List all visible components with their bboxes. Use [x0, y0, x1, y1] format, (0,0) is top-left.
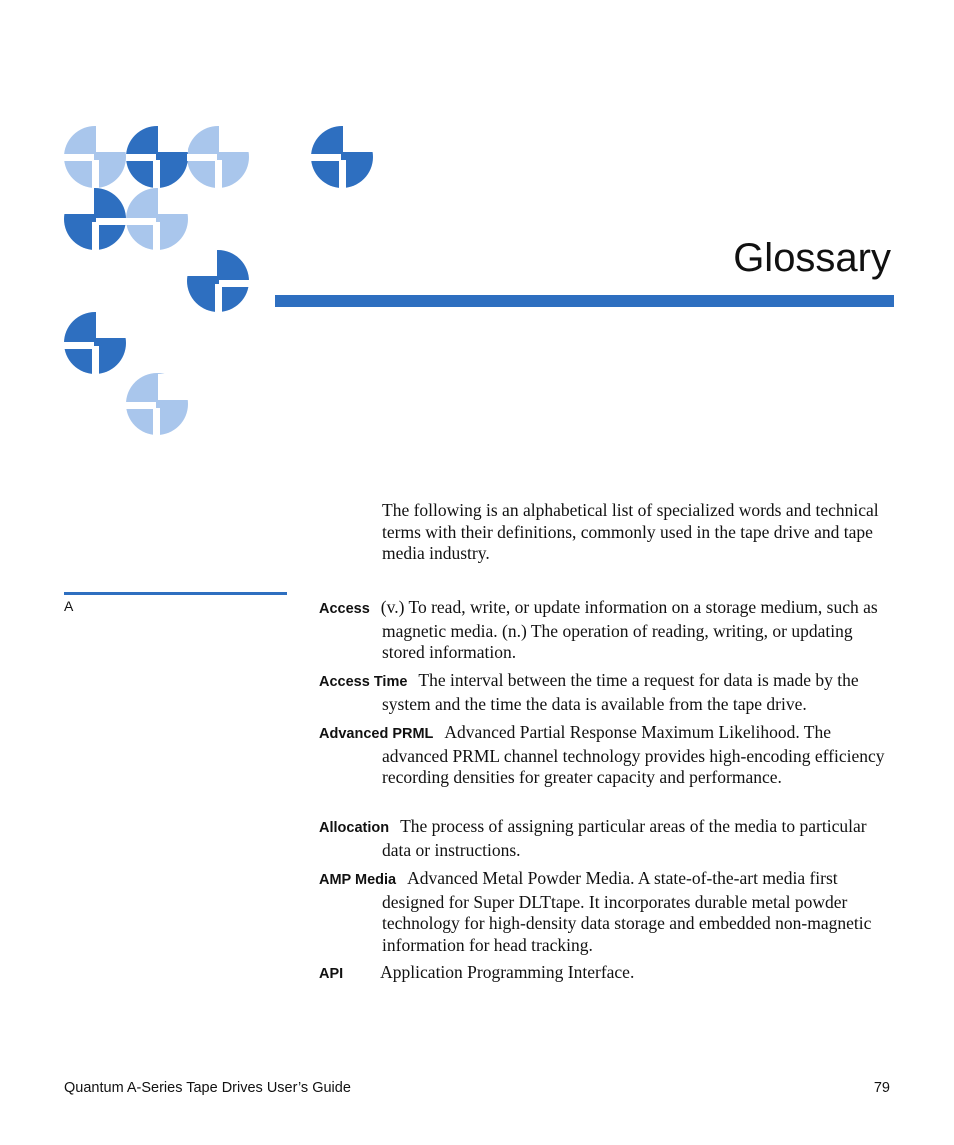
- footer-doc-title: Quantum A-Series Tape Drives User’s Guide: [64, 1080, 351, 1096]
- entry-term: Advanced PRML: [319, 726, 434, 742]
- entry-definition: The interval between the time a request for data is made by the system and the time the data is available from the tape drive.: [382, 670, 859, 714]
- section-rule: [64, 592, 287, 595]
- entry-definition: Advanced Partial Response Maximum Likelihood. The advanced PRML channel technology provides high-encoding efficiency recording densities for greater capacity and performance.: [382, 722, 885, 787]
- glossary-entry: [319, 722, 894, 789]
- glossary-entry: [319, 670, 894, 715]
- entry-term: AMP Media: [319, 872, 397, 888]
- entry-definition: Application Programming Interface.: [380, 962, 635, 982]
- entry-term: API: [319, 966, 344, 982]
- entry-term: Allocation: [319, 820, 390, 836]
- entry-definition: (v.) To read, write, or update information on a storage medium, such as magnetic media. (n.) The operation of reading, writing, or updating stored information.: [380, 597, 878, 662]
- entry-term: Access: [319, 601, 370, 617]
- page-title: Glossary: [733, 236, 891, 280]
- footer-page-number: 79: [873, 1080, 890, 1096]
- section-letter: A: [64, 598, 74, 614]
- intro-paragraph: The following is an alphabetical list of specialized words and technical terms with their definitions, commonly used in the tape drive and tape media industry.: [382, 500, 879, 563]
- glossary-entry: [319, 597, 894, 664]
- title-rule: [275, 295, 894, 307]
- glossary-entry: [319, 962, 894, 986]
- entry-definition: The process of assigning particular areas of the media to particular data or instructions.: [382, 816, 867, 860]
- glossary-entry: [319, 868, 894, 956]
- glossary-entry: [319, 816, 894, 861]
- entry-term: Access Time: [319, 674, 408, 690]
- entry-definition: Advanced Metal Powder Media. A state-of-the-art media first designed for Super DLTtape. It incorporates durable metal powder technology for high-density data storage and embedded non-magnetic information for head tracking.: [382, 868, 872, 955]
- quantum-logo-pattern: [0, 0, 400, 450]
